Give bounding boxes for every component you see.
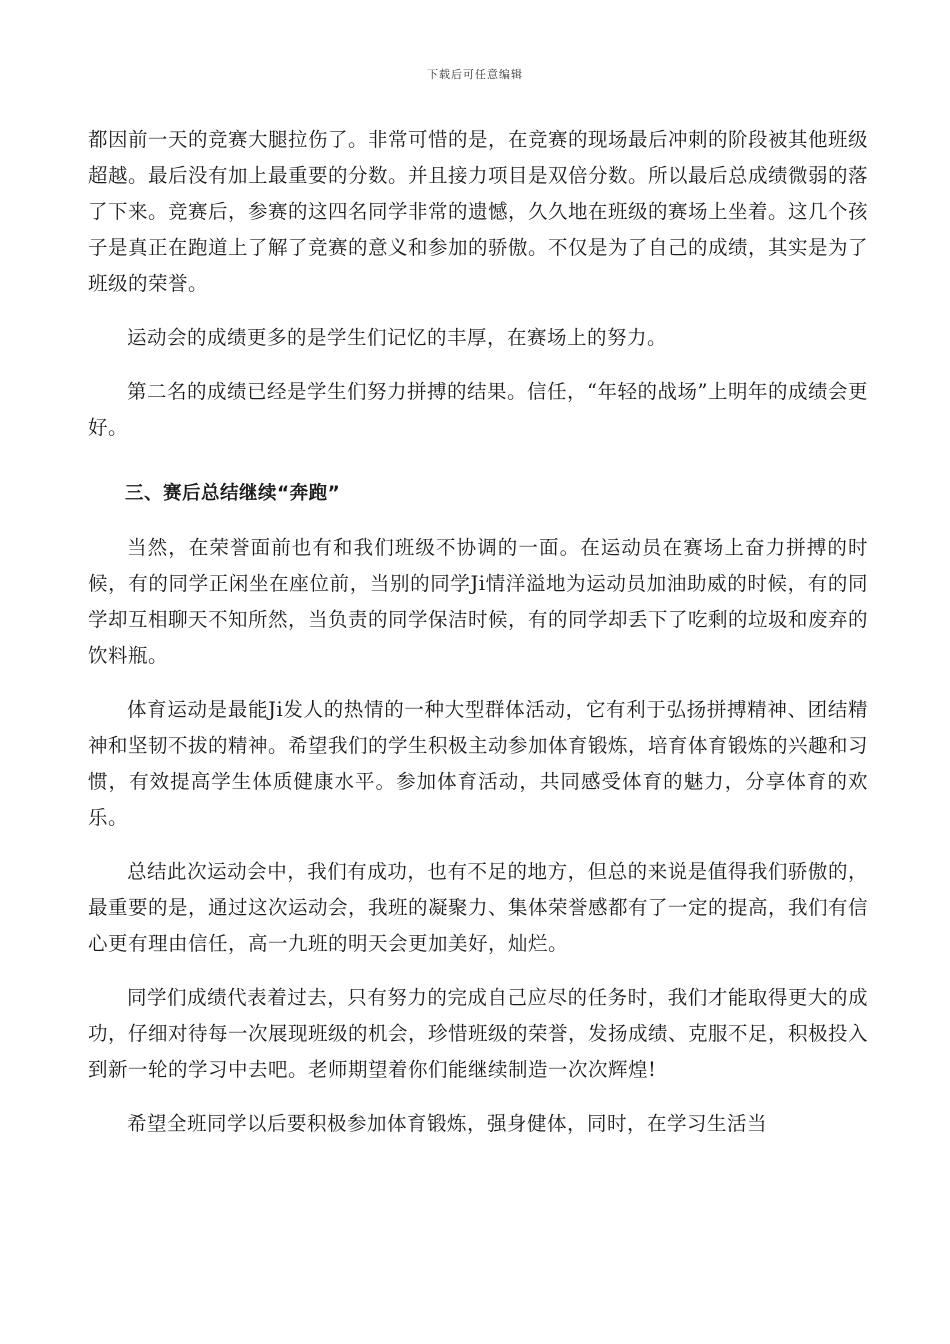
page-header: 下载后可任意编辑 (427, 68, 523, 81)
paragraph-2: 运动会的成绩更多的是学生们记忆的丰厚，在赛场上的努力。 (127, 326, 668, 349)
paragraph-7: 同学们成绩代表着过去，只有努力的完成自己应尽的任务时，我们才能取得更大的成功，仔细对待每一次展现班级的机会，珍惜班级的荣誉，发扬成绩、克服不足，积极投入到新一轮的学习中去吧。老师期望着你们能继续制造一次次辉煌! (88, 986, 869, 1081)
paragraph-1: 都因前一天的竞赛大腿拉伤了。非常可惜的是，在竞赛的现场最后冲刺的阶段被其他班级超越。最后没有加上最重要的分数。并且接力项目是双倍分数。所以最后总成绩微弱的落了下来。竞赛后，参赛的这四名同学非常的遗憾，久久地在班级的赛场上坐着。这几个孩子是真正在跑道上了解了竞赛的意义和参加的骄傲。不仅是为了自己的成绩，其实是为了班级的荣誉。 (88, 128, 869, 295)
paragraph-6: 总结此次运动会中，我们有成功，也有不足的地方，但总的来说是值得我们骄傲的，最重要的是，通过这次运动会，我班的凝聚力、集体荣誉感都有了一定的提高，我们有信心更有理由信任，高一九班的明天会更加美好，灿烂。 (88, 860, 869, 955)
paragraph-3: 第二名的成绩已经是学生们努力拼搏的结果。信任，“年轻的战场”上明年的成绩会更好。 (88, 380, 868, 439)
paragraph-8: 希望全班同学以后要积极参加体育锻炼，强身健体，同时，在学习生活当 (127, 1112, 768, 1135)
document-body (88, 122, 868, 1142)
section-heading: 三、赛后总结继续“奔跑” (125, 483, 341, 504)
paragraph-5: 体育运动是最能Ji发人的热情的一种大型群体活动，它有利于弘扬拼搏精神、团结精神和坚韧不拔的精神。希望我们的学生积极主动参加体育锻炼，培育体育锻炼的兴趣和习惯，有效提高学生体质健康水平。参加体育活动，共同感受体育的魅力，分享体育的欢乐。 (88, 698, 869, 829)
paragraph-4: 当然，在荣誉面前也有和我们班级不协调的一面。在运动员在赛场上奋力拼搏的时候，有的同学正闲坐在座位前，当别的同学Ji情洋溢地为运动员加油助威的时候，有的同学却互相聊天不知所然，当负责的同学保洁时候，有的同学却丢下了吃剩的垃圾和废弃的饮料瓶。 (88, 536, 869, 667)
